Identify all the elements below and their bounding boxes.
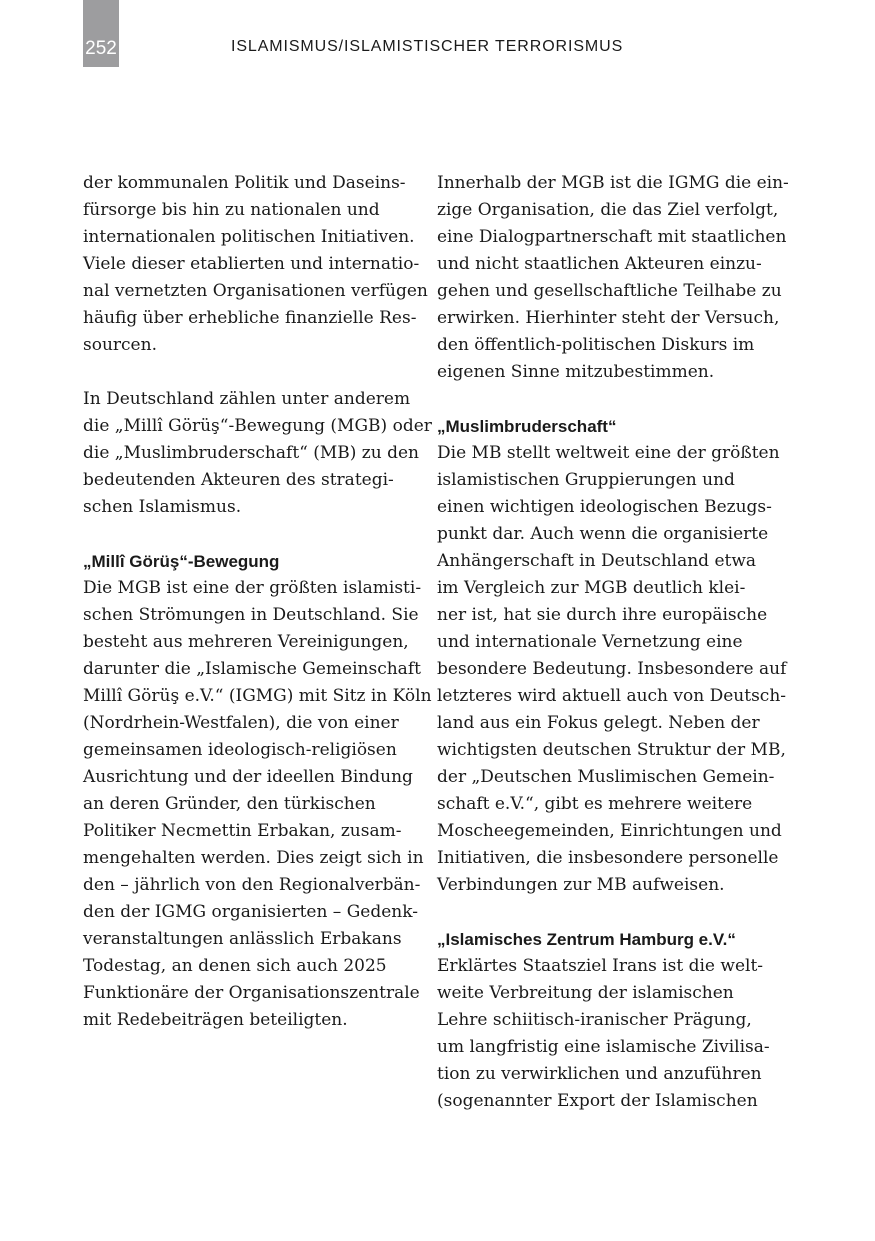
text-line: besteht aus mehreren Vereinigungen, xyxy=(83,632,409,652)
text-line: einen wichtigen ideologischen Bezugs- xyxy=(437,497,772,517)
text-line: ner ist, hat sie durch ihre europäische xyxy=(437,605,768,625)
text-line: punkt dar. Auch wenn die organisierte xyxy=(437,524,769,544)
text-line: weite Verbreitung der islamischen xyxy=(437,983,734,1003)
text-line: tion zu verwirklichen und anzuführen xyxy=(437,1064,762,1084)
text-line: Die MB stellt weltweit eine der größten xyxy=(437,443,780,463)
page-number: 252 xyxy=(85,38,117,59)
text-line: erwirken. Hierhinter steht der Versuch, xyxy=(437,308,780,328)
paragraph-gap xyxy=(83,521,408,548)
text-line: Die MGB ist eine der größten islamisti- xyxy=(83,578,422,598)
left-column xyxy=(83,170,432,1034)
paragraph xyxy=(83,575,432,1034)
text-line: land aus ein Fokus gelegt. Neben der xyxy=(437,713,760,733)
text-line: letzteres wird aktuell auch von Deutsch- xyxy=(437,686,787,706)
text-line: der „Deutschen Muslimischen Gemein- xyxy=(437,767,775,787)
text-line: Todestag, an denen sich auch 2025 xyxy=(83,956,387,976)
text-line: Moscheegemeinden, Einrichtungen und xyxy=(437,821,782,841)
text-line: die „Muslimbruderschaft“ (MB) zu den xyxy=(83,443,420,463)
text-line: Viele dieser etablierten und internatio- xyxy=(83,254,420,274)
section-heading xyxy=(437,413,767,440)
text-line: den – jährlich von den Regionalverbän- xyxy=(83,875,421,895)
paragraph-gap xyxy=(437,386,767,413)
text-line: an deren Gründer, den türkischen xyxy=(83,794,376,814)
text-line: sourcen. xyxy=(83,335,157,355)
paragraph xyxy=(83,386,432,521)
paragraph-gap xyxy=(83,359,408,386)
text-line: bedeutenden Akteuren des strategi- xyxy=(83,470,394,490)
text-line: fürsorge bis hin zu nationalen und xyxy=(83,200,380,220)
text-line: Initiativen, die insbesondere personelle xyxy=(437,848,779,868)
text-line: Verbindungen zur MB aufweisen. xyxy=(437,875,725,895)
text-line: um langfristig eine islamische Zivilisa- xyxy=(437,1037,770,1057)
text-line: eine Dialogpartnerschaft mit staatlichen xyxy=(437,227,787,247)
text-line: im Vergleich zur MGB deutlich klei- xyxy=(437,578,746,598)
text-line: veranstaltungen anlässlich Erbakans xyxy=(83,929,402,949)
text-line: schaft e.V.“, gibt es mehrere weitere xyxy=(437,794,753,814)
section-heading xyxy=(437,926,767,953)
text-line: schen Islamismus. xyxy=(83,497,242,517)
text-line: Anhängerschaft in Deutschland etwa xyxy=(437,551,757,571)
text-line: den öffentlich-politischen Diskurs im xyxy=(437,335,755,355)
text-line: zige Organisation, die das Ziel verfolgt, xyxy=(437,200,779,220)
text-line: häufig über erhebliche finanzielle Res- xyxy=(83,308,417,328)
text-line: gemeinsamen ideologisch-religiösen xyxy=(83,740,397,760)
text-line: „Muslimbruderschaft“ xyxy=(437,417,617,436)
text-line: islamistischen Gruppierungen und xyxy=(437,470,735,490)
text-line: wichtigsten deutschen Struktur der MB, xyxy=(437,740,786,760)
page-number-box xyxy=(83,0,119,67)
section-heading xyxy=(83,548,408,575)
text-line: und internationale Vernetzung eine xyxy=(437,632,743,652)
text-line: Erklärtes Staatsziel Irans ist die welt- xyxy=(437,956,764,976)
paragraph xyxy=(437,440,787,899)
text-line: und nicht staatlichen Akteuren einzu- xyxy=(437,254,762,274)
text-line: (sogenannter Export der Islamischen xyxy=(437,1091,758,1111)
text-line: „Millî Görüş“-Bewegung xyxy=(83,552,280,571)
paragraph xyxy=(83,170,428,359)
text-line: den der IGMG organisierten – Gedenk- xyxy=(83,902,418,922)
text-line: Politiker Necmettin Erbakan, zusam- xyxy=(83,821,402,841)
text-line: Millî Görüş e.V.“ (IGMG) mit Sitz in Köln xyxy=(83,686,432,706)
text-line: „Islamisches Zentrum Hamburg e.V.“ xyxy=(437,930,736,949)
text-line: die „Millî Görüş“-Bewegung (MGB) oder xyxy=(83,416,432,436)
running-title: ISLAMISMUS/ISLAMISTISCHER TERRORISMUS xyxy=(231,38,624,55)
text-line: (Nordrhein-Westfalen), die von einer xyxy=(83,713,399,733)
right-column xyxy=(437,170,789,1115)
text-line: Funktionäre der Organisationszentrale xyxy=(83,983,420,1003)
text-line: mengehalten werden. Dies zeigt sich in xyxy=(83,848,424,868)
text-line: eigenen Sinne mitzubestimmen. xyxy=(437,362,715,382)
paragraph xyxy=(437,170,789,386)
paragraph-gap xyxy=(437,899,767,926)
text-line: schen Strömungen in Deutschland. Sie xyxy=(83,605,419,625)
text-line: internationalen politischen Initiativen. xyxy=(83,227,415,247)
text-line: der kommunalen Politik und Daseins- xyxy=(83,173,406,193)
text-line: mit Redebeiträgen beteiligten. xyxy=(83,1010,348,1030)
paragraph xyxy=(437,953,770,1115)
text-line: besondere Bedeutung. Insbesondere auf xyxy=(437,659,787,679)
text-line: Innerhalb der MGB ist die IGMG die ein- xyxy=(437,173,789,193)
text-line: Lehre schiitisch-iranischer Prägung, xyxy=(437,1010,752,1030)
text-line: darunter die „Islamische Gemeinschaft xyxy=(83,659,421,679)
text-line: gehen und gesellschaftliche Teilhabe zu xyxy=(437,281,782,301)
text-line: Ausrichtung und der ideellen Bindung xyxy=(83,767,413,787)
text-line: nal vernetzten Organisationen verfügen xyxy=(83,281,428,301)
text-line: In Deutschland zählen unter anderem xyxy=(83,389,411,409)
